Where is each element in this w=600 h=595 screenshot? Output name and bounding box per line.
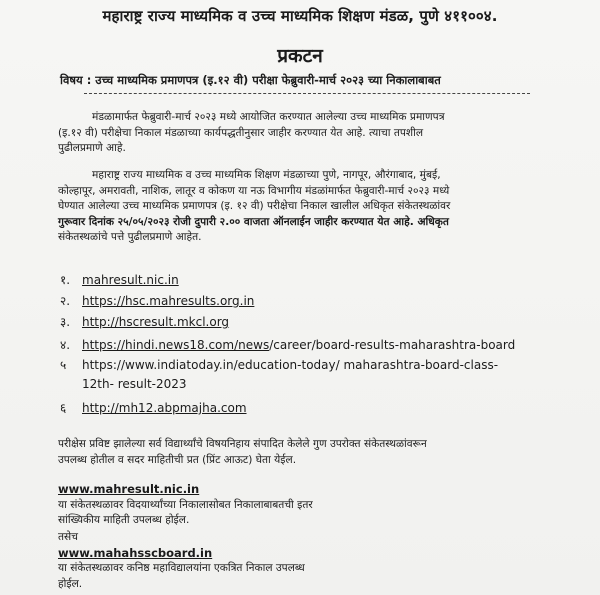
- paragraph-line: कोल्हापूर, अमरावती, नाशिक, लातूर व कोकण या नऊ विभागीय मंडळांमार्फत फेब्रुवारी-मार्च २०२३ मध्ये: [58, 184, 450, 197]
- link-url[interactable]: http://mh12.abpmajha.com: [82, 401, 247, 415]
- paragraph-marks: [58, 437, 558, 468]
- paragraph-line: होईल.: [58, 577, 83, 590]
- website-link-6[interactable]: ६ http://mh12.abpmajha.com: [60, 401, 247, 415]
- paragraph-line: सांख्यिकीय माहिती उपलब्ध होईल.: [58, 514, 190, 526]
- paragraph-line: तसेच www.mahahsscboard.in या संकेतस्थळावर कनिष्ठ महाविद्यालयांना एकत्रित निकाल उपलब्ध: [58, 530, 558, 577]
- paragraph-line: उपलब्ध होतील व सदर माहितीची प्रत (प्रिंट आऊट) घेता येईल.: [58, 453, 297, 466]
- link-url[interactable]: https://hsc.mahresults.org.in: [82, 294, 255, 308]
- link-url[interactable]: https://www.indiatoday.in/education-today/ maharashtra-board-class-: [82, 358, 499, 372]
- paragraph-line: पुढीलप्रमाणे आहे.: [58, 142, 126, 154]
- paragraph-details: [58, 168, 558, 246]
- link-url[interactable]: http://hscresult.mkcl.org: [82, 315, 230, 329]
- paragraph-statistics: [58, 482, 558, 529]
- paragraph-college-results: [58, 530, 558, 592]
- mahahsscboard-link[interactable]: www.mahahsscboard.in: [58, 545, 213, 560]
- link-path: /career/board-results-maharashtra-board: [269, 338, 516, 352]
- link-url-continued: 12th- result-2023: [82, 377, 187, 391]
- subject-line: विषय : उच्च माध्यमिक प्रमाणपत्र (इ.१२ वी) परीक्षा फेब्रुवारी-मार्च २०२३ च्या निकालाबाबत: [60, 73, 441, 87]
- mahresult-link[interactable]: www.mahresult.nic.in: [58, 482, 200, 496]
- website-link-3[interactable]: ३. http://hscresult.mkcl.org: [60, 315, 230, 329]
- board-header: महाराष्ट्र राज्य माध्यमिक व उच्च माध्यमिक शिक्षण मंडळ, पुणे ४११००४.: [102, 7, 498, 25]
- paragraph-line: मंडळामार्फत फेब्रुवारी-मार्च २०२३ मध्ये आयोजित करण्यात आलेल्या उच्च माध्यमिक प्रमाणपत्र: [92, 111, 445, 123]
- dashed-divider: [84, 93, 530, 94]
- link-url[interactable]: https://hindi.news18.com/news: [82, 338, 270, 352]
- paragraph-line: संकेतस्थळांचे पत्ते पुढीलप्रमाणे आहेत.: [58, 231, 202, 243]
- paragraph-line: महाराष्ट्र राज्य माध्यमिक व उच्च माध्यमिक शिक्षण मंडळाच्या पुणे, नागपूर, औरंगाबाद, मुंबई,: [92, 169, 441, 181]
- paragraph-line: (इ.१२ वी) परीक्षेचा निकाल मंडळाच्या कार्यपद्धतीनुसार जाहीर करण्यात येत आहे. त्याचा तपशील: [58, 126, 424, 139]
- paragraph-intro: [58, 110, 558, 157]
- website-link-2[interactable]: २. https://hsc.mahresults.org.in: [60, 294, 255, 308]
- link-url[interactable]: mahresult.nic.in: [82, 273, 179, 287]
- paragraph-line: www.mahresult.nic.in या संकेतस्थळावर विदयार्थ्यांच्या निकालासोबत निकालाबाबतची इतर: [58, 482, 558, 513]
- website-link-4[interactable]: ४. https://hindi.news18.com/news/career/board-results-maharashtra-board: [60, 338, 516, 352]
- notice-title: प्रकटन: [277, 45, 323, 67]
- paragraph-line: गुरूवार दिनांक २५/०५/२०२३ रोजी दुपारी २.०० वाजता ऑनलाईन जाहीर करण्यात येत आहे. अधिकृत: [58, 215, 449, 228]
- website-link-5[interactable]: ५ https://www.indiatoday.in/education-today/ maharashtra-board-class- 12th- result-2023: [60, 358, 499, 391]
- paragraph-line: परीक्षेस प्रविष्ट झालेल्या सर्व विद्यार्थ्यांचे विषयनिहाय संपादित केलेले गुण उपरोक्त संकेतस्थळांवरून: [58, 438, 427, 450]
- website-link-1[interactable]: १. mahresult.nic.in: [60, 273, 179, 287]
- paragraph-line: घेण्यात आलेल्या उच्च माध्यमिक प्रमाणपत्र (इ. १२ वी) परीक्षेचा निकाल खालील अधिकृत संकेतस्थळांवर: [58, 200, 451, 212]
